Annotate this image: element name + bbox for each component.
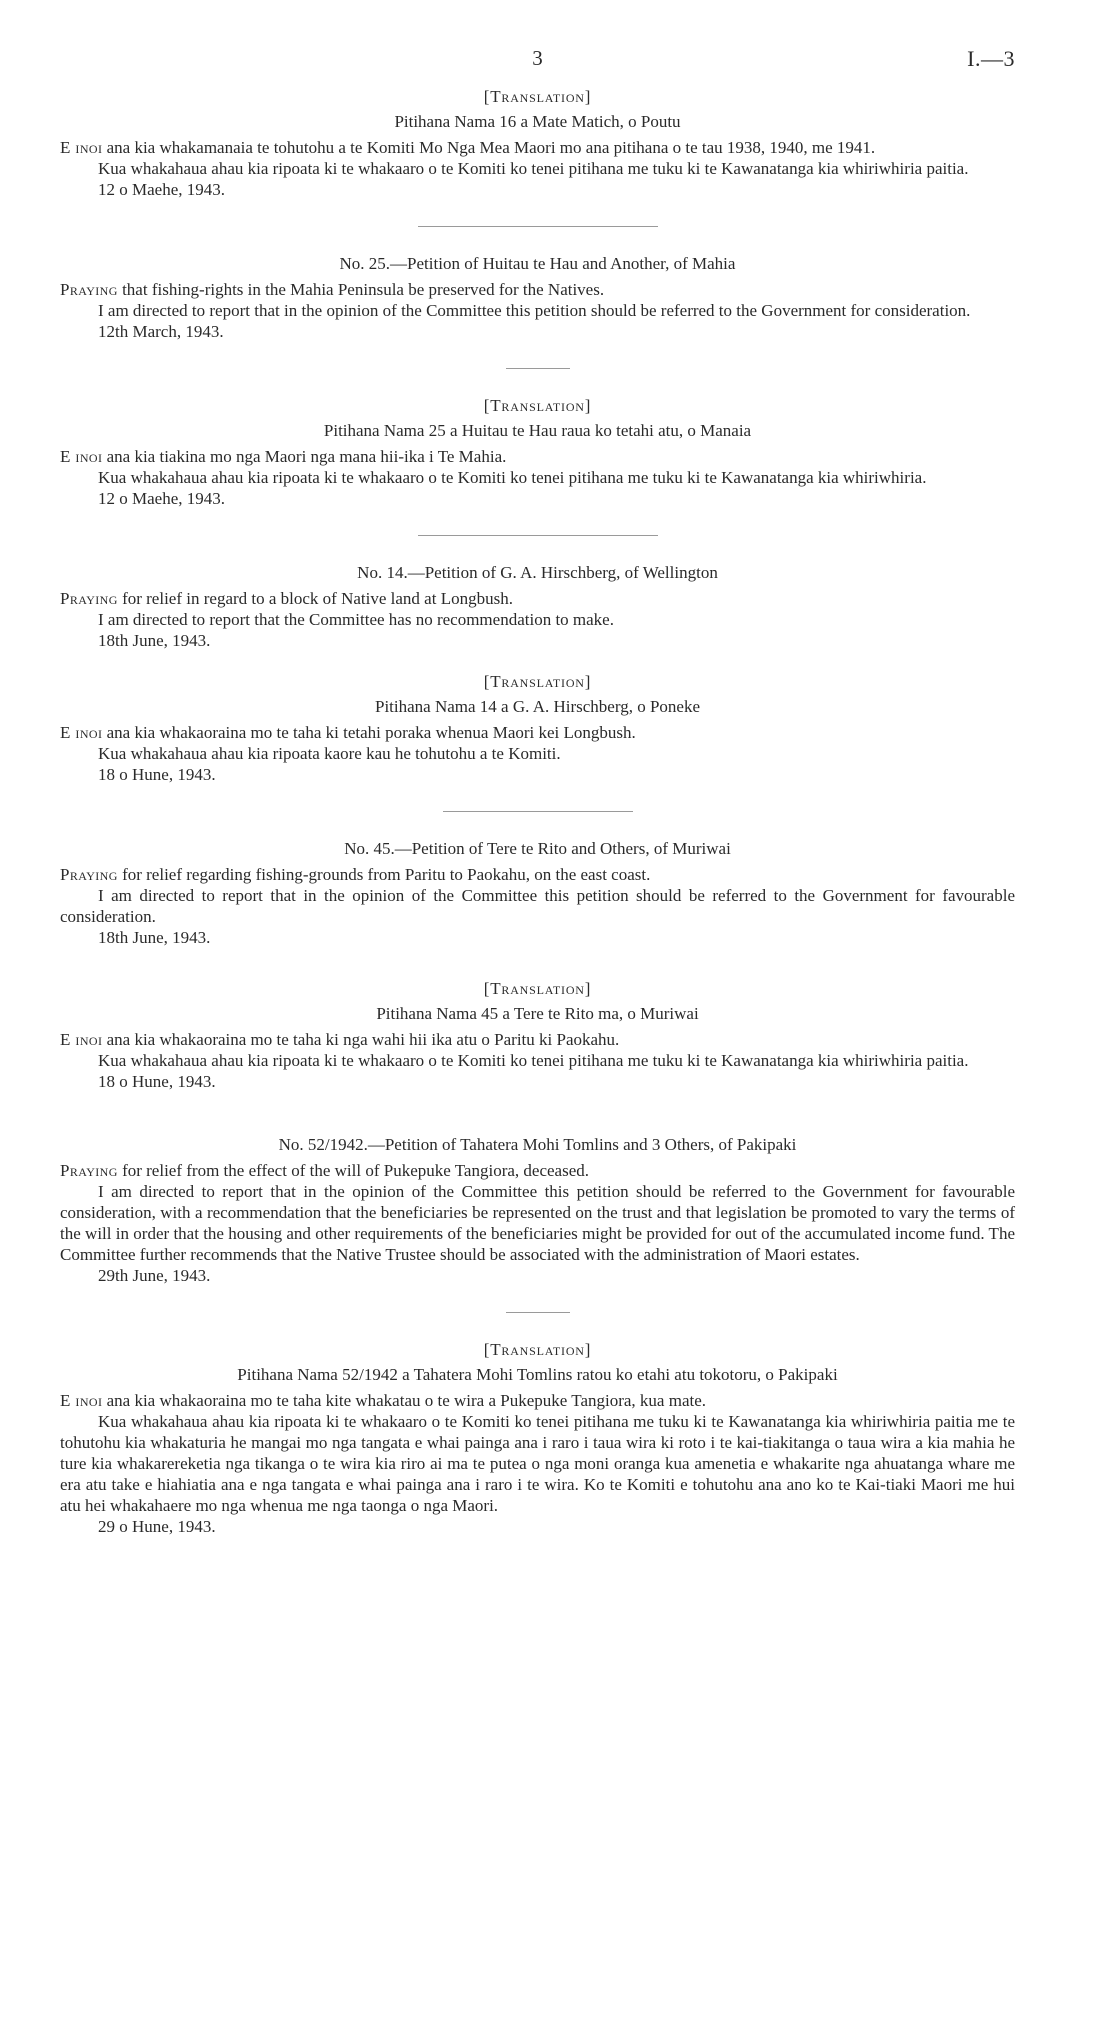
report-date: 29 o Hune, 1943.: [98, 1517, 216, 1536]
committee-report: Kua whakahaua ahau kia ripoata ki te whakaaro o te Komiti ko tenei pitihana me tuku ki te Kawanatanga kia whiriwhiria.: [98, 468, 927, 487]
committee-report: Kua whakahaua ahau kia ripoata kaore kau he tohutohu a te Komiti.: [98, 744, 561, 763]
petition-section: [60, 978, 1015, 1092]
report-date: 12th March, 1943.: [98, 322, 224, 341]
page-number: 3: [532, 46, 543, 70]
translation-label: [Translation]: [483, 396, 592, 415]
spacer: [60, 948, 1015, 978]
spacer: [60, 651, 1015, 671]
translation-label: [Translation]: [483, 87, 592, 106]
committee-report: Kua whakahaua ahau kia ripoata ki te whakaaro o te Komiti ko tenei pitihana me tuku ki te Kawanatanga kia whiriwhiria paitia me te tohutohu kia whakaturia he mangai mo nga tangata e whai painga ana i raro i taua wira ki roto i te kai-tiakitanga o taua wira a kia mahia he ture kia whakarereketia nga tikanga o te wira kia riro ai ma te putea o nga moni oranga kua amenetia e whakarite nga ahuatanga whare me era atu take e hiahiatia ana e nga tangata e whai painga ana i raro i te wira. Ko te Komiti e tohutohu ana ano ko te Kai-tiaki Maori me hui atu hei whakahaere mo nga whenua me nga taonga o nga Maori.: [60, 1412, 1015, 1515]
report-date: 12 o Maehe, 1943.: [98, 180, 226, 199]
report-date: 18 o Hune, 1943.: [98, 1072, 216, 1091]
prayer-text: ana kia whakaoraina mo te taha ki nga wahi hii ika atu o Paritu ki Paokahu.: [102, 1030, 620, 1049]
report-date: 12 o Maehe, 1943.: [98, 489, 226, 508]
report-date: 18 o Hune, 1943.: [98, 765, 216, 784]
page-header: [60, 44, 1015, 84]
lead-word: Praying: [60, 280, 118, 299]
committee-report: Kua whakahaua ahau kia ripoata ki te whakaaro o te Komiti ko tenei pitihana me tuku ki te Kawanatanga kia whiriwhiria paitia.: [98, 1051, 969, 1070]
lead-word: E inoi: [60, 1030, 103, 1049]
report-date: 29th June, 1943.: [98, 1266, 211, 1285]
committee-report: I am directed to report that in the opinion of the Committee this petition should be referred to the Government for consideration.: [98, 301, 971, 320]
committee-report: I am directed to report that the Committee has no recommendation to make.: [98, 610, 614, 629]
petition-section: [60, 1134, 1015, 1286]
prayer-text: for relief from the effect of the will of Pukepuke Tangiora, deceased.: [117, 1161, 589, 1180]
petition-section: [60, 671, 1015, 785]
section-divider: [418, 535, 658, 536]
section-divider: [506, 1312, 570, 1313]
report-date: 18th June, 1943.: [98, 928, 211, 947]
translation-label: [Translation]: [483, 672, 592, 691]
prayer-text: ana kia whakaoraina mo te taha ki tetahi poraka whenua Maori kei Longbush.: [102, 723, 636, 742]
petition-prayer: [60, 446, 1015, 467]
petition-prayer: [60, 1029, 1015, 1050]
petition-title: No. 52/1942.—Petition of Tahatera Mohi Tomlins and 3 Others, of Pakipaki: [278, 1135, 797, 1154]
spacer: [60, 1092, 1015, 1134]
lead-word: Praying: [60, 589, 118, 608]
lead-word: Praying: [60, 865, 118, 884]
prayer-text: ana kia whakamanaia te tohutohu a te Komiti Mo Nga Mea Maori mo ana pitihana o te tau 1938, 1940, me 1941.: [102, 138, 876, 157]
petition-title: No. 45.—Petition of Tere te Rito and Others, of Muriwai: [344, 839, 731, 858]
prayer-text: for relief regarding fishing-grounds from Paritu to Paokahu, on the east coast.: [117, 865, 651, 884]
section-divider: [418, 226, 658, 227]
petition-title: Pitihana Nama 16 a Mate Matich, o Poutu: [394, 112, 681, 131]
prayer-text: for relief in regard to a block of Native land at Longbush.: [117, 589, 513, 608]
prayer-text: ana kia tiakina mo nga Maori nga mana hii-ika i Te Mahia.: [102, 447, 507, 466]
committee-report: Kua whakahaua ahau kia ripoata ki te whakaaro o te Komiti ko tenei pitihana me tuku ki te Kawanatanga kia whiriwhiria paitia.: [98, 159, 969, 178]
lead-word: E inoi: [60, 1391, 103, 1410]
petition-prayer: [60, 1390, 1015, 1411]
prayer-text: that fishing-rights in the Mahia Peninsula be preserved for the Natives.: [117, 280, 605, 299]
petition-prayer: [60, 1160, 1015, 1181]
committee-report: I am directed to report that in the opinion of the Committee this petition should be referred to the Government for favourable consideration, with a recommendation that the beneficiaries be represented on the trust and that legislation be promoted to vary the terms of the will in order that the housing and other requirements of the beneficiaries might be provided for out of the accumulated income fund. The Committee further recommends that the Native Trustee should be associated with the administration of Maori estates.: [60, 1182, 1015, 1264]
petition-prayer: [60, 279, 1015, 300]
petition-prayer: [60, 722, 1015, 743]
translation-label: [Translation]: [483, 979, 592, 998]
petition-section: [60, 253, 1015, 342]
petition-section: [60, 395, 1015, 509]
lead-word: Praying: [60, 1161, 118, 1180]
petition-title: Pitihana Nama 45 a Tere te Rito ma, o Muriwai: [376, 1004, 699, 1023]
prayer-text: ana kia whakaoraina mo te taha kite whakatau o te wira a Pukepuke Tangiora, kua mate.: [102, 1391, 707, 1410]
translation-label: [Translation]: [483, 1340, 592, 1359]
petition-section: [60, 838, 1015, 948]
lead-word: E inoi: [60, 138, 103, 157]
lead-word: E inoi: [60, 447, 103, 466]
committee-report: I am directed to report that in the opinion of the Committee this petition should be referred to the Government for favourable consideration.: [60, 886, 1015, 926]
petition-title: Pitihana Nama 52/1942 a Tahatera Mohi Tomlins ratou ko etahi atu tokotoru, o Pakipaki: [237, 1365, 838, 1384]
lead-word: E inoi: [60, 723, 103, 742]
paper-reference: I.—3: [967, 46, 1015, 71]
petition-section: [60, 562, 1015, 651]
petition-prayer: [60, 137, 1015, 158]
petition-title: Pitihana Nama 25 a Huitau te Hau raua ko tetahi atu, o Manaia: [323, 421, 752, 440]
document-page: [60, 44, 1015, 1537]
section-divider: [443, 811, 633, 812]
section-divider: [506, 368, 570, 369]
petition-title: Pitihana Nama 14 a G. A. Hirschberg, o Poneke: [375, 697, 700, 716]
petition-prayer: [60, 588, 1015, 609]
petition-title: No. 14.—Petition of G. A. Hirschberg, of Wellington: [357, 563, 718, 582]
petition-prayer: [60, 864, 1015, 885]
report-date: 18th June, 1943.: [98, 631, 211, 650]
petition-section: [60, 1339, 1015, 1537]
petition-section: [60, 86, 1015, 200]
petition-title: No. 25.—Petition of Huitau te Hau and Another, of Mahia: [339, 254, 736, 273]
